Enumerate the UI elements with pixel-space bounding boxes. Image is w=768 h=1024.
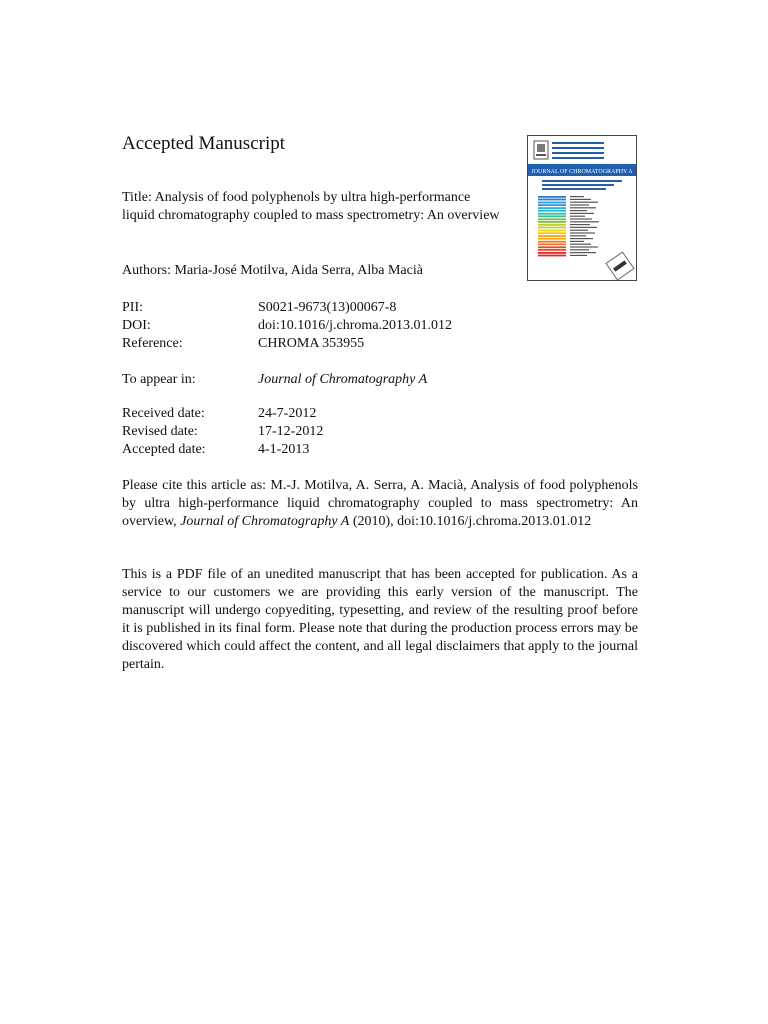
cover-color-bar (538, 221, 566, 223)
cover-text-line (570, 202, 598, 203)
cover-color-bar (538, 232, 566, 234)
cover-text-line (570, 241, 584, 242)
cover-text-line (570, 255, 587, 256)
journal-cover-graphic (528, 136, 636, 280)
revised-date-label: Revised date: (122, 424, 198, 439)
cover-text-line (570, 210, 587, 211)
cover-text-line (570, 224, 590, 225)
cover-color-bar (538, 207, 566, 209)
cover-text-line (570, 204, 589, 205)
cover-text-line (570, 246, 598, 247)
cover-text-line (570, 227, 597, 228)
appear-in-label: To appear in: (122, 372, 196, 387)
cover-color-bar (538, 238, 566, 240)
citation-prefix: Please cite this article as: M.-J. Motilva, A. Serra, A. Macià, Analysis of food polyphenols by ultra high-performance liquid chromatography coupled to mass spectrometry: An overview, (122, 478, 638, 529)
cover-text-line (570, 232, 595, 233)
cover-color-bar (538, 249, 566, 251)
cover-color-bar (538, 230, 566, 232)
cover-color-bar (538, 224, 566, 226)
manuscript-notice: This is a PDF file of an unedited manuscript that has been accepted for publication. As a service to our customers we are providing this early version of the manuscript. The manuscript will undergo copyediting, typesetting, and review of the resulting proof before it is published in its final form. Please note that during the production process errors may be discovered which could affect the content, and all legal disclaimers that apply to the journal pertain. (122, 567, 638, 672)
cover-color-bar (538, 215, 566, 217)
cover-text-line (570, 199, 591, 200)
cover-text-line (570, 196, 584, 197)
pii-value: S0021-9673(13)00067-8 (258, 300, 397, 315)
received-date-value: 24-7-2012 (258, 406, 317, 421)
cover-text-line (570, 218, 592, 219)
citation-paragraph (122, 477, 638, 531)
authors-label: Authors: (122, 263, 171, 278)
title-label: Title: (122, 190, 152, 205)
cover-text-line (570, 216, 585, 217)
received-date-label: Received date: (122, 406, 205, 421)
citation-suffix: (2010), doi:10.1016/j.chroma.2013.01.012 (352, 514, 592, 529)
cover-color-bar (538, 218, 566, 220)
accepted-date-value: 4-1-2013 (258, 442, 310, 457)
cover-color-bar (538, 241, 566, 243)
article-authors (122, 262, 423, 280)
cover-color-bar (538, 199, 566, 201)
pii-label: PII: (122, 300, 143, 315)
cover-color-bar (538, 210, 566, 212)
reference-value: CHROMA 353955 (258, 336, 365, 351)
revised-date-value: 17-12-2012 (258, 424, 324, 439)
citation-journal: Journal of Chromatography A (180, 514, 350, 529)
cover-text-line (570, 207, 596, 208)
cover-color-bar (538, 243, 566, 245)
cover-color-bar (538, 202, 566, 204)
cover-journal-title: JOURNAL OF CHROMATOGRAPHY A (531, 169, 633, 175)
cover-text-line (570, 238, 593, 239)
page-heading: Accepted Manuscript (122, 133, 286, 154)
cover-text-line (570, 252, 596, 253)
title-text: Analysis of food polyphenols by ultra high-performance liquid chromatography coupled to mass spectrometry: An overview (122, 190, 500, 223)
cover-color-bar (538, 196, 566, 198)
cover-color-bar (538, 213, 566, 215)
reference-label: Reference: (122, 336, 183, 351)
accepted-date-label: Accepted date: (122, 442, 206, 457)
doi-label: DOI: (122, 318, 151, 333)
cover-text-line (570, 235, 586, 236)
doi-value: doi:10.1016/j.chroma.2013.01.012 (258, 318, 453, 333)
cover-text-line (570, 249, 589, 250)
authors-text: Maria-José Motilva, Aida Serra, Alba Macià (174, 263, 423, 278)
article-title (122, 189, 502, 225)
appear-in-journal: Journal of Chromatography A (258, 372, 428, 387)
cover-text-line (570, 221, 599, 222)
publisher-logo-icon (534, 141, 548, 159)
cover-text-line (570, 230, 588, 231)
cover-text-line (570, 213, 594, 214)
cover-color-bar (538, 204, 566, 206)
cover-color-bar (538, 227, 566, 229)
cover-color-bar (538, 235, 566, 237)
cover-color-bar (538, 252, 566, 254)
cover-color-bar (538, 246, 566, 248)
cover-color-bar (538, 255, 566, 257)
cover-text-line (570, 244, 591, 245)
journal-cover-image (527, 135, 637, 281)
